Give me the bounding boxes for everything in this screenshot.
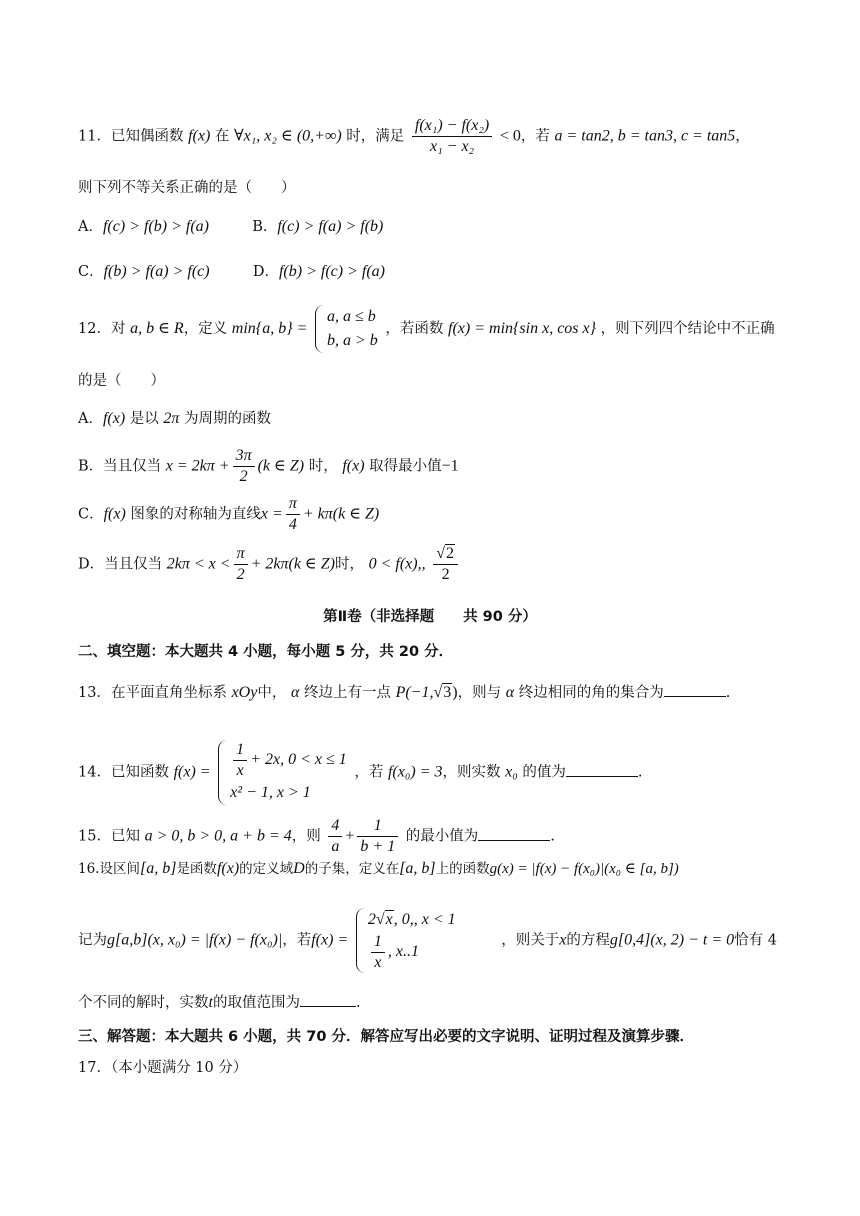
q12-option-c-den: 4 [288, 516, 297, 533]
q11-option-c-label: C． [78, 264, 104, 280]
q11-line1 [78, 116, 782, 157]
q12-option-b-frac [233, 446, 255, 487]
q12-option-c-tail: + kπ(k ∈ Z) [302, 505, 380, 523]
q12-option-d-b: + 2kπ(k ∈ Z) [250, 555, 335, 573]
q12-min-def: min{a, b} = [231, 320, 308, 337]
q13-end: . [725, 685, 731, 701]
q16-text: 的子集，定义在 [304, 861, 400, 877]
q12-option-b-mid: 时， [308, 458, 338, 475]
q16-ab2: [a, b] [399, 860, 436, 877]
q16-c1-a: 2 [367, 911, 376, 928]
q11-options-row2 [78, 261, 782, 283]
q12-option-d-frac [234, 544, 248, 585]
q16-c2-tail: , x..1 [387, 943, 419, 961]
q16-text: ，若 [282, 932, 312, 949]
q15-answer-blank[interactable] [478, 824, 550, 841]
q12-option-d-sqrt-frac: $\frac{√2}{2}$ [433, 544, 458, 585]
q12-option-d-mid: 时， [335, 556, 364, 573]
q12-option-a-period: 2π [163, 410, 180, 427]
q12-number: 12． [78, 321, 111, 337]
q12-option-d-c: 0 < f(x),, [368, 555, 426, 573]
q16-ab: [a, b] [139, 860, 177, 877]
q16-text: 个不同的解时，实数 [78, 995, 209, 1011]
q15-condition: a > 0, b > 0, a + b = 4 [144, 827, 292, 845]
q16-f: f(x) [216, 860, 240, 877]
q16-line1 [78, 858, 782, 880]
q16-equation: g[0,4](x, 2) − t = 0 [609, 931, 735, 949]
q11-fraction [412, 116, 492, 157]
q14-c1-den: x [236, 762, 244, 779]
q15-text: 已知 [110, 828, 140, 845]
q11-option-b-label: B． [252, 219, 278, 235]
q16-c1-sqrt: x [385, 911, 393, 928]
q12-option-b-k: (k ∈ Z) [257, 457, 305, 475]
q16-text: ，则关于 [501, 932, 560, 949]
q12-option-d-den: 2 [236, 566, 245, 583]
q13-point: P(−1, [395, 684, 434, 701]
q12-option-c-frac [286, 494, 300, 535]
q11-option-a-label: A． [78, 219, 103, 235]
q12-option-d-label: D． [78, 556, 105, 573]
q12-ab: a, b ∈ R [130, 320, 184, 337]
q12-option-b-text: 当且仅当 [103, 458, 162, 475]
q11-text: 已知偶函数 [110, 128, 184, 145]
q12-option-d-num: π [234, 544, 248, 565]
q16-text: 的定义域 [239, 861, 294, 877]
q13-alpha2: α [505, 684, 515, 701]
q16-piecewise: 2√x, 0,, x < 1 $\frac{1}{x}$ , x..1 [356, 908, 494, 973]
q12-option-c-num: π [286, 494, 300, 515]
q16-text: 上的函数 [435, 861, 490, 877]
q12-option-c-x: x = [260, 505, 283, 523]
q17-heading: 17．（本小题满分 10 分） [78, 1060, 248, 1076]
q12-option-c-text: 图象的对称轴为直线 [130, 506, 261, 523]
q13-text: ，则与 [457, 685, 502, 701]
q14-case2: x² − 1, x > 1 [230, 784, 311, 801]
q12-option-b-tail: 取得最小值 [369, 458, 442, 475]
q12-text: ，若函数 [385, 321, 444, 337]
q12-option-b-f: f(x) [342, 457, 365, 475]
q12-option-c [78, 494, 782, 535]
q11-condition: ∀x₁, x₂ ∈ (0,+∞) [233, 127, 342, 145]
q16-text: 记为 [78, 932, 107, 949]
section2-heading: 二、填空题：本大题共 4 小题，每小题 5 分，共 20 分． [78, 644, 454, 660]
q12-piecewise [315, 305, 378, 353]
part2-title: 第Ⅱ卷（非选择题 共 90 分） [323, 609, 537, 625]
q14-text: ，若 [354, 764, 384, 781]
q12-case1: a, a ≤ b [327, 308, 376, 325]
section3-heading: 三、解答题：本大题共 6 小题，共 70 分．解答应写出必要的文字说明、证明过程及演算步骤． [78, 1029, 694, 1045]
q12-prompt: 的是（ ） [78, 373, 165, 389]
q13-sqrt3: 3 [443, 684, 452, 701]
q16-x: x [559, 931, 567, 949]
q11-option-a: f(c) > f(b) > f(a) [102, 218, 209, 235]
q16-text: 的方程 [566, 932, 610, 949]
q13-text: 在平面直角坐标系 [110, 685, 227, 701]
q14-line [78, 740, 782, 805]
q12-line2 [78, 370, 782, 392]
q16-text: 是函数 [176, 861, 217, 877]
q16-line3 [78, 990, 782, 1014]
q15-frac2 [357, 816, 398, 857]
q16-g-notation: g[a,b](x, x₀) = |f(x) − f(x₀)| [107, 931, 283, 949]
q12-text: ，则下列四个结论中不正确 [600, 321, 775, 337]
q15-end: . [550, 828, 555, 845]
q13-answer-blank[interactable] [664, 680, 726, 697]
q14-end: . [637, 764, 643, 781]
q14-case1: + 2x, 0 < x ≤ 1 [250, 751, 347, 769]
q15-text: 的最小值为 [405, 828, 479, 845]
q13-xoy: xOy [231, 684, 258, 701]
q12-option-b-num: 3π [233, 446, 255, 467]
q16-t: t [208, 994, 213, 1011]
q12-text: 对 [110, 321, 126, 337]
q16-text: 的取值范围为 [212, 995, 300, 1011]
q12-option-c-f: f(x) [103, 505, 126, 523]
q14-piecewise [218, 740, 347, 805]
q11-line2 [78, 177, 782, 199]
q14-text: 的值为 [522, 764, 566, 781]
q11-option-d: f(b) > f(c) > f(a) [278, 263, 385, 280]
q12-option-b-den: 2 [239, 468, 248, 485]
q14-condition: f(x₀) = 3 [387, 763, 443, 781]
q16-line2 [78, 908, 782, 973]
q13-line: 13．在平面直角坐标系 xOy中， α 终边上有一点 P(−1,√3)，则与 α 终边相同的角的集合为 . [78, 680, 782, 704]
q13-text: 终边相同的角的集合为 [518, 685, 664, 701]
q16-c2-den: x [374, 954, 382, 971]
q13-text: 终边上有一点 [303, 685, 391, 701]
q16-text: 设区间 [99, 861, 140, 877]
q12-text: ，定义 [183, 321, 228, 337]
q15-f2-den: b + 1 [360, 838, 396, 855]
q12-option-a-text: 是以 [129, 411, 159, 427]
q11-prompt: 则下列不等关系正确的是（ ） [78, 180, 296, 196]
q12-case2: b, a > b [327, 332, 378, 349]
q16-c2-num: 1 [371, 932, 385, 953]
q15-f2-num: 1 [357, 816, 398, 837]
q15-f1-num: 4 [328, 816, 342, 837]
q11-frac-num: f(x₁) − f(x₂) [412, 116, 492, 137]
q15-text: ，则 [291, 828, 321, 845]
q16-end: . [355, 995, 361, 1011]
q12-option-d [78, 544, 782, 585]
q16-c1-b: , 0,, x < 1 [393, 911, 456, 928]
q12-option-a-label: A． [78, 411, 103, 427]
q14-text: ，则实数 [442, 764, 501, 781]
q14-c1-num: 1 [233, 740, 247, 761]
q14-fx: f(x) = [173, 763, 211, 781]
q11-abc: a = tan2, b = tan3, c = tan5 [554, 127, 736, 145]
q16-number: 16. [78, 861, 100, 877]
q12-option-c-label: C． [78, 506, 104, 523]
q15-frac1 [328, 816, 342, 857]
q11-frac-den: x₁ − x₂ [429, 138, 475, 155]
q11-number: 11． [78, 128, 111, 145]
q13-alpha: α [290, 684, 300, 701]
q16-answer-blank[interactable] [300, 990, 356, 1007]
q11-option-c: f(b) > f(a) > f(c) [103, 263, 210, 280]
q11-text: 在 [214, 128, 230, 145]
q14-answer-blank[interactable] [566, 760, 638, 777]
q12-line1 [78, 305, 782, 353]
q16-g-def: g(x) = |f(x) − f(x₀)|(x₀ ∈ [a, b]) [489, 861, 679, 877]
q12-option-d-a: 2kπ < x < [166, 555, 231, 573]
q13-text: 中， [257, 685, 287, 701]
q11-option-d-label: D． [252, 264, 279, 280]
q11-text: ，若 [520, 128, 550, 145]
q11-option-b: f(c) > f(a) > f(b) [277, 218, 384, 235]
q12-option-b-val: −1 [441, 457, 459, 475]
q13-close: ) [452, 684, 458, 701]
q16-c2-frac [371, 932, 385, 973]
q12-option-d-text: 当且仅当 [104, 556, 163, 573]
q11-comma: ， [735, 128, 750, 145]
q15-plus: + [345, 827, 355, 845]
q16-D: D [293, 860, 305, 877]
q11-text: 时，满足 [346, 128, 405, 145]
q12-function: f(x) = min{sin x, cos x} [448, 320, 597, 337]
q12-option-d-sden: 2 [441, 566, 450, 583]
q12-option-a [78, 408, 782, 430]
q12-option-b-x: x = 2kπ + [165, 457, 230, 475]
q14-number: 14． [78, 764, 111, 781]
q12-option-a-tail: 为周期的函数 [184, 411, 272, 427]
q14-x0: x₀ [505, 763, 518, 781]
q12-option-b-label: B． [78, 458, 104, 475]
q15-line [78, 816, 782, 857]
q16-fdef: f(x) = [311, 931, 349, 949]
q13-number: 13． [78, 685, 111, 701]
q14-case1-frac [233, 740, 247, 781]
q11-inequality: < 0 [499, 127, 521, 145]
q12-option-d-snum: 2 [446, 545, 454, 562]
q12-option-b [78, 446, 782, 487]
q16-text: 恰有 4 [734, 932, 777, 949]
q15-number: 15． [78, 828, 111, 845]
q11-fx: f(x) [188, 127, 211, 145]
q12-option-a-f: f(x) [102, 410, 126, 427]
q11-options-row1 [78, 216, 782, 238]
q14-text: 已知函数 [110, 764, 169, 781]
q15-f1-den: a [331, 838, 340, 855]
